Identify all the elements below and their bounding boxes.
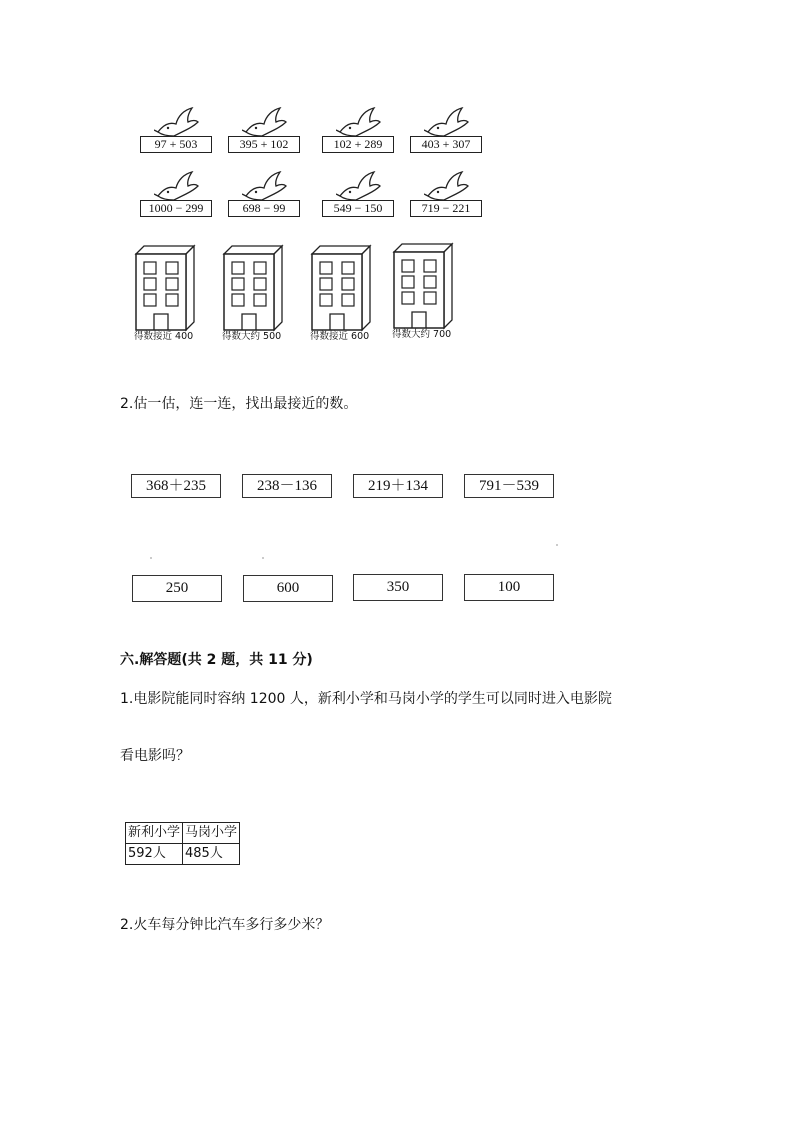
- building-card: [134, 244, 204, 344]
- expression-box[interactable]: 219＋134: [353, 474, 443, 498]
- building-caption: 得数大约 500: [222, 331, 282, 342]
- bird-card: [140, 106, 214, 158]
- number-box[interactable]: 350: [353, 574, 443, 601]
- question-2-title: 2.估一估，连一连，找出最接近的数。: [120, 396, 358, 412]
- building-icon: [134, 244, 196, 332]
- building-caption: 得数接近 600: [310, 331, 370, 342]
- question-text: 2.火车每分钟比汽车多行多少米？: [120, 917, 330, 933]
- section-heading: 六.解答题(共 2 题，共 11 分): [120, 652, 313, 668]
- bird-card: [410, 170, 484, 222]
- expression-label: 549 − 150: [322, 200, 394, 217]
- expression-label: 1000 − 299: [140, 200, 212, 217]
- building-icon: [392, 242, 454, 330]
- number-box[interactable]: 250: [132, 575, 222, 602]
- building-caption: 得数大约 700: [392, 329, 452, 340]
- table-cell: 592人: [126, 844, 183, 865]
- expression-box[interactable]: 368＋235: [131, 474, 221, 498]
- bird-card: [322, 106, 396, 158]
- table-row: [126, 823, 240, 844]
- number-box[interactable]: 600: [243, 575, 333, 602]
- building-icon: [222, 244, 284, 332]
- table-header: 新利小学: [126, 823, 183, 844]
- students-table: [125, 822, 240, 865]
- connect-dot: [262, 557, 264, 559]
- bird-icon: [242, 170, 288, 204]
- number-box[interactable]: 100: [464, 574, 554, 601]
- bird-card: [228, 106, 302, 158]
- bird-icon: [424, 170, 470, 204]
- table-row: [126, 844, 240, 865]
- bird-card: [410, 106, 484, 158]
- building-icon: [310, 244, 372, 332]
- expression-label: 403 + 307: [410, 136, 482, 153]
- bird-card: [140, 170, 214, 222]
- expression-label: 395 + 102: [228, 136, 300, 153]
- bird-card: [322, 170, 396, 222]
- expression-label: 102 + 289: [322, 136, 394, 153]
- expression-label: 698 − 99: [228, 200, 300, 217]
- bird-icon: [154, 106, 200, 140]
- bird-icon: [424, 106, 470, 140]
- building-card: [222, 244, 292, 344]
- building-caption: 得数接近 400: [134, 331, 194, 342]
- expression-box[interactable]: 238－136: [242, 474, 332, 498]
- bird-icon: [336, 106, 382, 140]
- connect-dot: [556, 544, 558, 546]
- bird-icon: [336, 170, 382, 204]
- connect-dot: [150, 557, 152, 559]
- building-card: [310, 244, 380, 344]
- question-text: 1.电影院能同时容纳 1200 人，新利小学和马岗小学的学生可以同时进入电影院: [120, 691, 612, 707]
- table-header: 马岗小学: [183, 823, 240, 844]
- building-card: [392, 242, 462, 342]
- expression-label: 97 + 503: [140, 136, 212, 153]
- question-text: 看电影吗？: [120, 748, 190, 764]
- expression-box[interactable]: 791－539: [464, 474, 554, 498]
- bird-card: [228, 170, 302, 222]
- expression-label: 719 − 221: [410, 200, 482, 217]
- bird-icon: [242, 106, 288, 140]
- table-cell: 485人: [183, 844, 240, 865]
- bird-icon: [154, 170, 200, 204]
